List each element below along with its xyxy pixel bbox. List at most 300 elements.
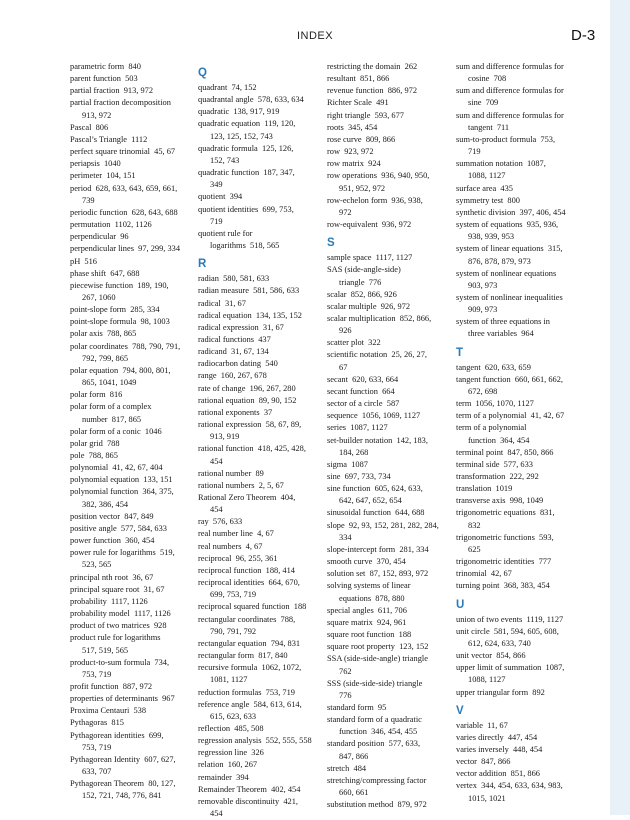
index-entry-text: pole 788, 865 <box>70 451 118 460</box>
index-entry-text: quadratic equation 119, 120, 123, 125, 152, 743 <box>198 119 296 141</box>
index-entry <box>327 410 451 422</box>
index-entry <box>198 650 322 662</box>
section-letter-heading: Q <box>198 67 207 79</box>
index-entry-text: Richter Scale 491 <box>327 98 389 108</box>
index-entry-text: periapsis 1040 <box>70 159 121 169</box>
index-entry-text: quadrant 74, 152 <box>198 83 257 92</box>
index-entry <box>327 264 451 288</box>
index-entry-text: permutation 1102, 1126 <box>70 220 152 230</box>
index-entry-text: sum and difference formulas for sine 709 <box>456 86 564 108</box>
index-entry <box>327 252 451 264</box>
index-entry <box>456 507 580 531</box>
index-entry-text: translation 1019 <box>456 484 513 494</box>
index-entry-text: range 160, 267, 678 <box>198 371 267 381</box>
index-entry <box>70 426 194 438</box>
index-entry <box>70 170 194 182</box>
index-entry <box>198 784 322 796</box>
index-entry-text: probability 1117, 1126 <box>70 596 148 606</box>
index-entry <box>327 374 451 386</box>
index-entry-text: upper limit of summation 1087, 1088, 1127 <box>456 663 565 685</box>
index-entry <box>198 204 322 228</box>
index-entry-text: standard form of a quadratic function 346, 454, 455 <box>327 715 422 737</box>
index-entry <box>327 146 451 158</box>
index-entry <box>70 328 194 340</box>
index-entry <box>70 231 194 243</box>
index-entry-text: piecewise function 189, 190, 267, 1060 <box>70 280 169 302</box>
index-entry-text: standard form 95 <box>327 702 387 712</box>
index-entry <box>456 626 580 650</box>
index-entry <box>456 268 580 292</box>
running-header: INDEX <box>296 30 334 42</box>
index-entry-text: parent function 503 <box>70 74 138 84</box>
index-entry-text: radian measure 581, 586, 633 <box>198 286 300 296</box>
index-entry <box>456 447 580 459</box>
index-entry-text: radical equation 134, 135, 152 <box>198 310 302 320</box>
index-entry-text: radical expression 31, 67 <box>198 322 284 332</box>
index-entry-text: trinomial 42, 67 <box>456 569 512 579</box>
index-entry <box>456 219 580 243</box>
index-entry-text: scalar multiple 926, 972 <box>327 301 411 311</box>
index-entry-text: polar coordinates 788, 790, 791, 792, 799, 865 <box>70 341 181 363</box>
index-entry <box>70 778 194 802</box>
index-entry <box>198 759 322 771</box>
index-entry <box>327 775 451 799</box>
index-entry-text: Pythagorean Identity 607, 627, 633, 707 <box>70 754 176 777</box>
index-entry-text: period 628, 633, 643, 659, 661, 739 <box>70 183 178 205</box>
index-entry <box>456 756 580 768</box>
index-entry <box>327 471 451 483</box>
index-entry <box>70 316 194 328</box>
index-entry-text: position vector 847, 849 <box>70 511 154 521</box>
index-entry-text: quadratic function 187, 347, 349 <box>198 168 295 190</box>
index-entry <box>327 422 451 434</box>
index-entry <box>198 273 322 285</box>
index-entry <box>198 383 322 395</box>
index-entry-text: Pascal 806 <box>70 122 109 132</box>
index-entry <box>198 565 322 577</box>
index-entry <box>327 85 451 97</box>
index-entry-text: power rule for logarithms 519, 523, 565 <box>70 548 175 570</box>
index-entry <box>70 608 194 620</box>
index-entry-text: rational exponents 37 <box>198 407 273 417</box>
index-entry-text: radical functions 437 <box>198 334 271 344</box>
index-entry-text: row 923, 972 <box>327 147 374 157</box>
index-entry-text: parametric form 840 <box>70 62 141 71</box>
index-entry-text: perimeter 104, 151 <box>70 171 136 181</box>
index-entry <box>70 572 194 584</box>
index-entry <box>456 568 580 580</box>
index-entry-text: product-to-sum formula 734, 753, 719 <box>70 657 170 679</box>
index-entry-text: varies directly 447, 454 <box>456 732 538 742</box>
index-entry-text: remainder 394 <box>198 772 249 782</box>
index-entry-text: principal square root 31, 67 <box>70 584 165 594</box>
index-entry <box>198 699 322 723</box>
index-entry <box>456 207 580 219</box>
section-letter-heading: R <box>198 258 207 271</box>
index-entry-text: reciprocal identities 664, 670, 699, 753, 719 <box>198 578 300 600</box>
index-entry <box>198 553 322 565</box>
index-entry <box>327 556 451 568</box>
index-entry-text: tangent function 660, 661, 662, 672, 698 <box>456 374 563 396</box>
index-entry-text: terminal side 577, 633 <box>456 459 533 469</box>
index-entry-text: pH 516 <box>70 256 97 266</box>
index-entry-text: vertex 344, 454, 633, 634, 983, 1015, 1021 <box>456 781 563 803</box>
index-entry <box>198 118 322 142</box>
index-entry-text: quotient rule for logarithms 518, 565 <box>198 228 280 251</box>
index-entry <box>70 596 194 608</box>
index-entry-text: row-equivalent 936, 972 <box>327 220 412 230</box>
index-entry <box>327 483 451 507</box>
index-entry-text: SSA (side-side-angle) triangle 762 <box>327 654 428 676</box>
index-entry-text: terminal point 847, 850, 866 <box>456 447 554 457</box>
index-entry <box>198 358 322 370</box>
index-entry-text: tangent 620, 633, 659 <box>456 362 531 372</box>
index-entry-text: perfect square trinomial 45, 67 <box>70 147 176 157</box>
index-entry <box>456 316 580 340</box>
index-entry <box>327 337 451 349</box>
index-entry-text: Proxima Centauri 538 <box>70 706 147 716</box>
index-entry-text: product rule for logarithms 517, 519, 565 <box>70 633 161 655</box>
index-entry-text: Remainder Theorem 402, 454 <box>198 784 301 794</box>
index-entry <box>327 158 451 170</box>
index-entry-text: polar form of a complex number 817, 865 <box>70 402 152 424</box>
index-entry <box>327 195 451 219</box>
index-entry-text: properties of determinants 967 <box>70 694 175 704</box>
index-entry <box>70 450 194 462</box>
index-entry-text: real number line 4, 67 <box>198 529 274 539</box>
index-entry <box>456 687 580 699</box>
index-entry-text: standard position 577, 633, 847, 866 <box>327 739 421 761</box>
index-column-2 <box>198 61 322 820</box>
index-entry <box>327 459 451 471</box>
index-entry-text: Rational Zero Theorem 404, 454 <box>198 493 296 515</box>
index-entry <box>198 796 322 820</box>
index-entry-text: power function 360, 454 <box>70 536 155 546</box>
index-entry <box>456 362 580 374</box>
section-letter-heading: V <box>456 704 464 717</box>
index-entry-text: sine 697, 733, 734 <box>327 472 391 481</box>
index-entry <box>198 480 322 492</box>
index-entry-text: system of nonlinear inequalities 909, 973 <box>456 292 563 315</box>
index-entry <box>327 702 451 714</box>
index-entry-text: recursive formula 1062, 1072, 1081, 1127 <box>198 663 302 685</box>
index-entry-text: scalar 852, 866, 926 <box>327 289 397 299</box>
index-entry-text: regression analysis 552, 555, 558 <box>198 736 312 746</box>
index-column-3 <box>327 61 451 811</box>
index-entry-text: roots 345, 454 <box>327 122 378 132</box>
index-entry <box>456 768 580 780</box>
index-entry-text: phase shift 647, 688 <box>70 268 140 278</box>
index-entry <box>327 289 451 301</box>
index-entry <box>456 780 580 804</box>
index-entry-text: system of three equations in three variables 964 <box>456 317 550 339</box>
index-entry-text: polynomial 41, 42, 67, 404 <box>70 463 163 473</box>
index-entry <box>198 687 322 699</box>
index-entry <box>198 407 322 419</box>
index-entry-text: reciprocal function 188, 414 <box>198 565 295 575</box>
index-entry <box>70 85 194 97</box>
section-letter-heading: S <box>327 237 335 250</box>
index-entry-text: secant 620, 633, 664 <box>327 374 399 384</box>
index-entry-text: reflection 485, 508 <box>198 723 264 733</box>
index-entry <box>70 486 194 510</box>
index-entry <box>70 389 194 401</box>
index-entry-text: unit circle 581, 594, 605, 608, 612, 624, 633, 740 <box>456 626 559 648</box>
index-entry <box>327 653 451 677</box>
index-entry-text: removable discontinuity 421, 454 <box>198 796 299 819</box>
index-entry-text: rectangular coordinates 788, 790, 791, 792 <box>198 614 296 636</box>
index-entry-text: summation notation 1087, 1088, 1127 <box>456 159 546 181</box>
index-entry-text: trigonometric equations 831, 832 <box>456 508 555 530</box>
index-entry <box>327 73 451 85</box>
index-entry-text: radicand 31, 67, 134 <box>198 347 269 357</box>
index-entry-text: sum and difference formulas for tangent 711 <box>456 110 564 132</box>
index-entry <box>198 322 322 334</box>
index-entry <box>198 370 322 382</box>
index-entry-text: term of a polynomial function 364, 454 <box>456 423 530 445</box>
index-entry <box>70 280 194 304</box>
section-letter-heading: T <box>456 346 464 359</box>
index-entry <box>198 723 322 735</box>
index-entry <box>198 167 322 191</box>
index-entry <box>327 605 451 617</box>
index-entry-text: partial fraction decomposition 913, 972 <box>70 98 171 120</box>
index-entry <box>327 544 451 556</box>
index-entry-text: term 1056, 1070, 1127 <box>456 399 534 409</box>
index-entry-text: row-echelon form 936, 938, 972 <box>327 195 423 217</box>
index-entry <box>198 772 322 784</box>
index-entry-text: SSS (side-side-side) triangle 776 <box>327 678 423 700</box>
index-entry <box>456 422 580 446</box>
index-entry-text: special angles 611, 706 <box>327 605 407 615</box>
index-entry-text: probability model 1117, 1126 <box>70 609 171 619</box>
index-entry-text: solution set 87, 152, 893, 972 <box>327 569 429 579</box>
index-entry-text: sequence 1056, 1069, 1127 <box>327 411 421 421</box>
index-entry-text: square root function 188 <box>327 630 412 640</box>
index-entry <box>70 401 194 425</box>
index-entry-text: resultant 851, 866 <box>327 74 390 84</box>
index-entry <box>456 243 580 267</box>
index-entry <box>456 580 580 592</box>
index-entry-text: scalar multiplication 852, 866, 926 <box>327 313 432 336</box>
index-entry-text: stretch 484 <box>327 763 367 773</box>
index-entry <box>70 681 194 693</box>
index-entry <box>70 693 194 705</box>
index-entry <box>198 735 322 747</box>
index-entry-text: partial fraction 913, 972 <box>70 86 154 96</box>
index-entry <box>70 61 194 73</box>
index-entry <box>327 641 451 653</box>
index-entry-text: square matrix 924, 961 <box>327 617 407 627</box>
index-entry <box>198 94 322 106</box>
index-entry <box>456 720 580 732</box>
index-entry <box>70 474 194 486</box>
index-entry-text: quadrantal angle 578, 633, 634 <box>198 95 304 105</box>
index-entry <box>198 614 322 638</box>
index-entry <box>70 462 194 474</box>
index-entry <box>198 443 322 467</box>
index-entry-text: slope-intercept form 281, 334 <box>327 544 429 554</box>
index-entry <box>456 532 580 556</box>
index-entry <box>456 85 580 109</box>
index-entry <box>456 495 580 507</box>
index-entry-text: radiocarbon dating 540 <box>198 359 278 369</box>
index-entry-text: SAS (side-angle-side) triangle 776 <box>327 265 401 287</box>
index-entry <box>198 191 322 203</box>
index-entry-text: secant function 664 <box>327 386 395 396</box>
index-entry <box>198 143 322 167</box>
index-entry <box>198 516 322 528</box>
index-entry-text: restricting the domain 262 <box>327 62 418 71</box>
index-entry-text: point-slope formula 98, 1003 <box>70 317 170 327</box>
index-entry <box>327 349 451 373</box>
index-entry <box>327 799 451 811</box>
index-entry <box>70 134 194 146</box>
index-entry <box>70 219 194 231</box>
index-entry-text: polar axis 788, 865 <box>70 329 137 339</box>
index-entry-text: point-slope form 285, 334 <box>70 305 160 315</box>
index-entry <box>327 97 451 109</box>
index-entry <box>70 158 194 170</box>
index-entry <box>456 614 580 626</box>
index-entry <box>70 547 194 571</box>
index-entry-text: slope 92, 93, 152, 281, 282, 284, 334 <box>327 520 439 542</box>
index-entry <box>198 492 322 516</box>
index-entry-text: rational expression 58, 67, 89, 913, 919 <box>198 420 302 442</box>
index-entry <box>327 738 451 762</box>
index-column-1 <box>70 61 194 803</box>
index-entry <box>70 207 194 219</box>
index-entry-text: revenue function 886, 972 <box>327 86 418 96</box>
index-entry-text: square root property 123, 152 <box>327 642 429 652</box>
index-entry <box>327 629 451 641</box>
index-entry <box>70 243 194 255</box>
index-entry-text: Pythagoras 815 <box>70 718 124 728</box>
index-entry-text: set-builder notation 142, 183, 184, 268 <box>327 435 428 457</box>
index-entry-text: rational numbers 2, 5, 67 <box>198 480 284 490</box>
index-entry-text: smooth curve 370, 454 <box>327 557 406 567</box>
index-entry-text: principal nth root 36, 67 <box>70 572 154 582</box>
index-entry-text: real numbers 4, 67 <box>198 541 263 551</box>
index-entry <box>456 61 580 85</box>
index-entry <box>456 374 580 398</box>
index-entry <box>70 183 194 207</box>
index-entry-text: ray 576, 633 <box>198 517 243 527</box>
index-entry-text: row operations 936, 940, 950, 951, 952, 972 <box>327 171 430 193</box>
index-entry-text: series 1087, 1127 <box>327 423 388 433</box>
index-entry-text: term of a polynomial 41, 42, 67 <box>456 411 565 421</box>
index-entry <box>70 717 194 729</box>
index-entry-text: sample space 1117, 1127 <box>327 253 413 263</box>
index-entry <box>456 744 580 756</box>
index-entry <box>456 398 580 410</box>
index-entry <box>70 146 194 158</box>
index-entry <box>456 556 580 568</box>
index-entry-text: transformation 222, 292 <box>456 472 539 481</box>
index-entry-text: profit function 887, 972 <box>70 681 153 691</box>
index-entry <box>198 228 322 252</box>
index-entry <box>198 662 322 686</box>
index-entry <box>198 298 322 310</box>
index-entry-text: reciprocal squared function 188 <box>198 602 307 612</box>
index-entry-text: quadratic 138, 917, 919 <box>198 107 280 117</box>
index-entry <box>70 657 194 681</box>
index-entry <box>456 459 580 471</box>
index-entry-text: scatter plot 322 <box>327 338 381 348</box>
index-entry-text: stretching/compressing factor 660, 661 <box>327 775 427 798</box>
index-entry <box>327 507 451 519</box>
index-entry-text: polar grid 788 <box>70 438 120 448</box>
index-entry-text: reference angle 584, 613, 614, 615, 623, 633 <box>198 699 302 721</box>
index-entry-text: varies inversely 448, 454 <box>456 744 543 754</box>
index-entry-text: unit vector 854, 866 <box>456 651 526 661</box>
index-entry-text: vector addition 851, 866 <box>456 769 540 779</box>
index-entry <box>327 313 451 337</box>
index-entry-text: positive angle 577, 584, 633 <box>70 523 167 533</box>
index-entry-text: system of nonlinear equations 903, 973 <box>456 268 557 290</box>
index-entry-text: surface area 435 <box>456 183 513 193</box>
index-entry <box>198 747 322 759</box>
index-entry-text: rational function 418, 425, 428, 454 <box>198 444 306 466</box>
page-edge-strip <box>610 0 630 815</box>
index-entry <box>456 292 580 316</box>
index-entry-text: radian 580, 581, 633 <box>198 274 270 284</box>
index-entry-text: sum and difference formulas for cosine 708 <box>456 62 564 84</box>
index-entry-text: polar form 816 <box>70 390 123 400</box>
index-entry-text: substitution method 879, 972 <box>327 800 427 810</box>
index-entry-text: system of equations 935, 936, 938, 939, 953 <box>456 220 559 242</box>
index-entry-text: regression line 326 <box>198 748 264 758</box>
index-entry <box>327 110 451 122</box>
index-entry <box>198 334 322 346</box>
index-entry <box>456 662 580 686</box>
index-entry <box>456 483 580 495</box>
index-entry-text: sinusoidal function 644, 688 <box>327 508 425 518</box>
index-entry <box>456 650 580 662</box>
index-entry-text: rectangular equation 794, 831 <box>198 638 301 648</box>
index-entry-text: rational equation 89, 90, 152 <box>198 395 297 405</box>
index-entry-text: polar equation 794, 800, 801, 865, 1041, 1049 <box>70 365 171 388</box>
index-entry <box>327 170 451 194</box>
index-entry-text: row matrix 924 <box>327 159 381 169</box>
index-entry-text: union of two events 1119, 1127 <box>456 614 564 624</box>
index-entry-text: quotient 394 <box>198 192 243 202</box>
index-entry-text: transverse axis 998, 1049 <box>456 496 544 506</box>
index-entry <box>198 395 322 407</box>
index-entry <box>70 620 194 632</box>
index-entry <box>456 471 580 483</box>
index-entry <box>198 601 322 613</box>
index-entry-text: sector of a circle 587 <box>327 399 400 409</box>
index-entry <box>327 580 451 604</box>
index-entry-text: vector 847, 866 <box>456 757 511 767</box>
index-entry-text: variable 11, 67 <box>456 720 508 730</box>
index-entry-text: rational number 89 <box>198 468 264 478</box>
index-entry <box>70 365 194 389</box>
index-entry <box>327 617 451 629</box>
index-entry-text: system of linear equations 315, 876, 878, 879, 973 <box>456 244 563 266</box>
index-entry <box>327 568 451 580</box>
section-letter-heading: U <box>456 598 465 611</box>
index-entry-text: polynomial function 364, 375, 382, 386, 454 <box>70 487 174 509</box>
index-entry-text: quadratic formula 125, 126, 152, 743 <box>198 143 294 165</box>
index-entry <box>198 468 322 480</box>
index-entry <box>70 256 194 268</box>
index-entry-text: product of two matrices 928 <box>70 621 167 631</box>
index-entry <box>70 511 194 523</box>
index-entry-text: radical 31, 67 <box>198 298 246 308</box>
index-entry-text: perpendicular lines 97, 299, 334 <box>70 244 181 254</box>
